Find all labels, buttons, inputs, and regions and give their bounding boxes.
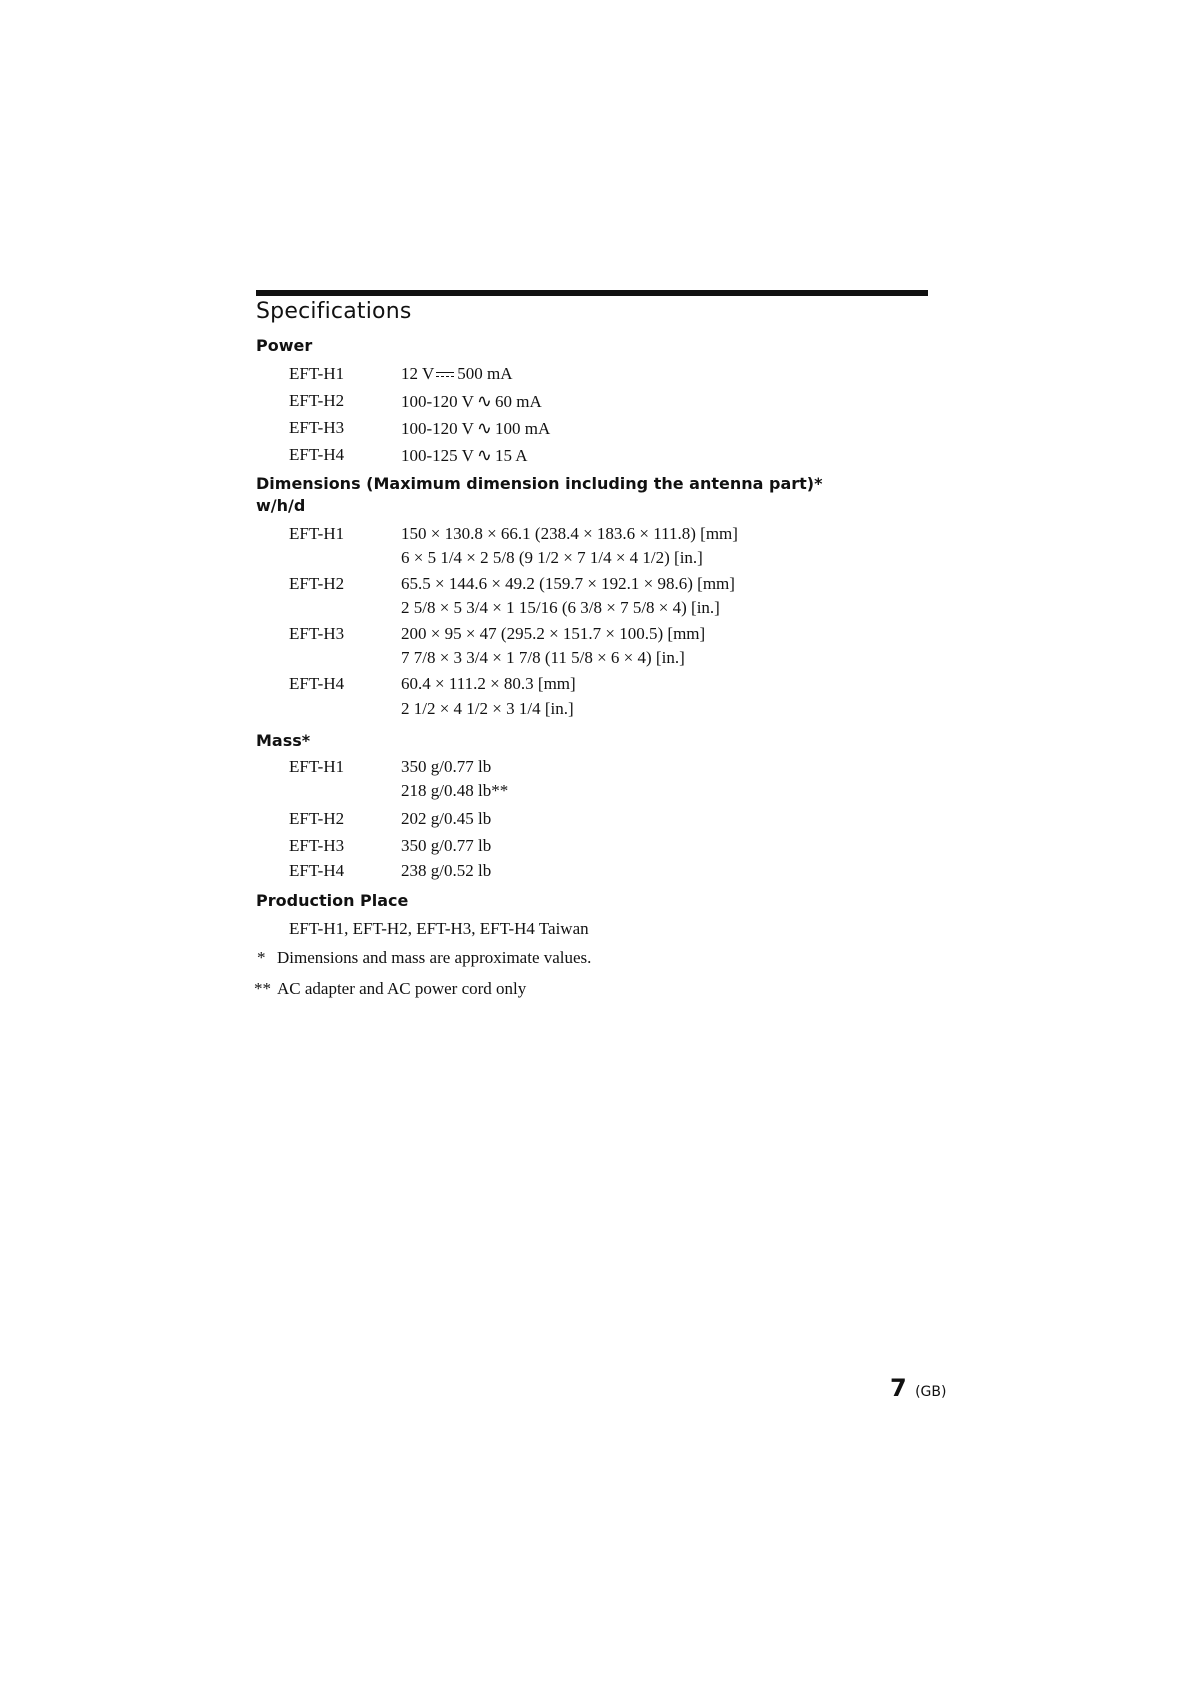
dimensions-heading: Dimensions (Maximum dimension including the antenna part)* — [256, 474, 823, 493]
production-heading: Production Place — [256, 891, 409, 910]
model-label: EFT-H4 — [289, 861, 345, 880]
power-value: 12 V 500 mA — [401, 364, 513, 383]
model-label: EFT-H1 — [289, 524, 345, 543]
ac-symbol-icon: ∿ — [476, 418, 492, 438]
mass-value: 350 g/0.77 lb — [401, 757, 492, 776]
model-label: EFT-H2 — [289, 574, 345, 593]
dimension-in: 2 1/2 × 4 1/2 × 3 1/4 [in.] — [401, 699, 574, 718]
page-title: Specifications — [256, 299, 412, 324]
mass-value: 202 g/0.45 lb — [401, 809, 492, 828]
power-value: 100-120 V ∿ 60 mA — [401, 391, 542, 411]
dimension-mm: 65.5 × 144.6 × 49.2 (159.7 × 192.1 × 98.6) [mm] — [401, 574, 735, 593]
dimension-in: 2 5/8 × 5 3/4 × 1 15/16 (6 3/8 × 7 5/8 × 4) [in.] — [401, 598, 720, 617]
model-label: EFT-H4 — [289, 674, 345, 693]
model-label: EFT-H1 — [289, 757, 345, 776]
power-heading: Power — [256, 336, 313, 355]
power-value: 100-125 V ∿ 15 A — [401, 445, 528, 465]
mass-value: 238 g/0.52 lb — [401, 861, 492, 880]
footnote — [254, 977, 527, 1001]
dimensions-subheading: w/h/d — [256, 496, 306, 515]
model-label: EFT-H4 — [289, 445, 345, 464]
dimension-mm: 200 × 95 × 47 (295.2 × 151.7 × 100.5) [mm] — [401, 624, 706, 643]
model-label: EFT-H2 — [289, 391, 345, 410]
model-label: EFT-H1 — [289, 364, 345, 383]
model-label: EFT-H3 — [289, 624, 345, 643]
dimension-in: 6 × 5 1/4 × 2 5/8 (9 1/2 × 7 1/4 × 4 1/2) [in.] — [401, 548, 703, 567]
footnote-mark: ** — [254, 979, 271, 998]
production-text: EFT-H1, EFT-H2, EFT-H3, EFT-H4 Taiwan — [289, 919, 589, 938]
ac-symbol-icon: ∿ — [476, 445, 492, 465]
model-label: EFT-H2 — [289, 809, 345, 828]
mass-value: 350 g/0.77 lb — [401, 836, 492, 855]
footnote — [257, 946, 592, 970]
power-value: 100-120 V ∿ 100 mA — [401, 418, 551, 438]
footnote-text: Dimensions and mass are approximate values. — [277, 948, 592, 967]
footnote-mark: * — [257, 948, 266, 967]
dimension-in: 7 7/8 × 3 3/4 × 1 7/8 (11 5/8 × 6 × 4) [in.] — [401, 648, 685, 667]
page-lang: (GB) — [915, 1384, 947, 1400]
model-label: EFT-H3 — [289, 418, 345, 437]
dimension-mm: 150 × 130.8 × 66.1 (238.4 × 183.6 × 111.8) [mm] — [401, 524, 738, 543]
ac-symbol-icon: ∿ — [476, 391, 492, 411]
section-rule — [256, 290, 928, 296]
model-label: EFT-H3 — [289, 836, 345, 855]
mass-heading: Mass* — [256, 731, 311, 750]
dc-symbol-icon — [436, 370, 454, 380]
page-number: 7 (GB) — [890, 1374, 947, 1402]
footnote-text: AC adapter and AC power cord only — [277, 979, 527, 998]
dimension-mm: 60.4 × 111.2 × 80.3 [mm] — [401, 674, 576, 693]
mass-extra-value: 218 g/0.48 lb** — [401, 781, 509, 800]
